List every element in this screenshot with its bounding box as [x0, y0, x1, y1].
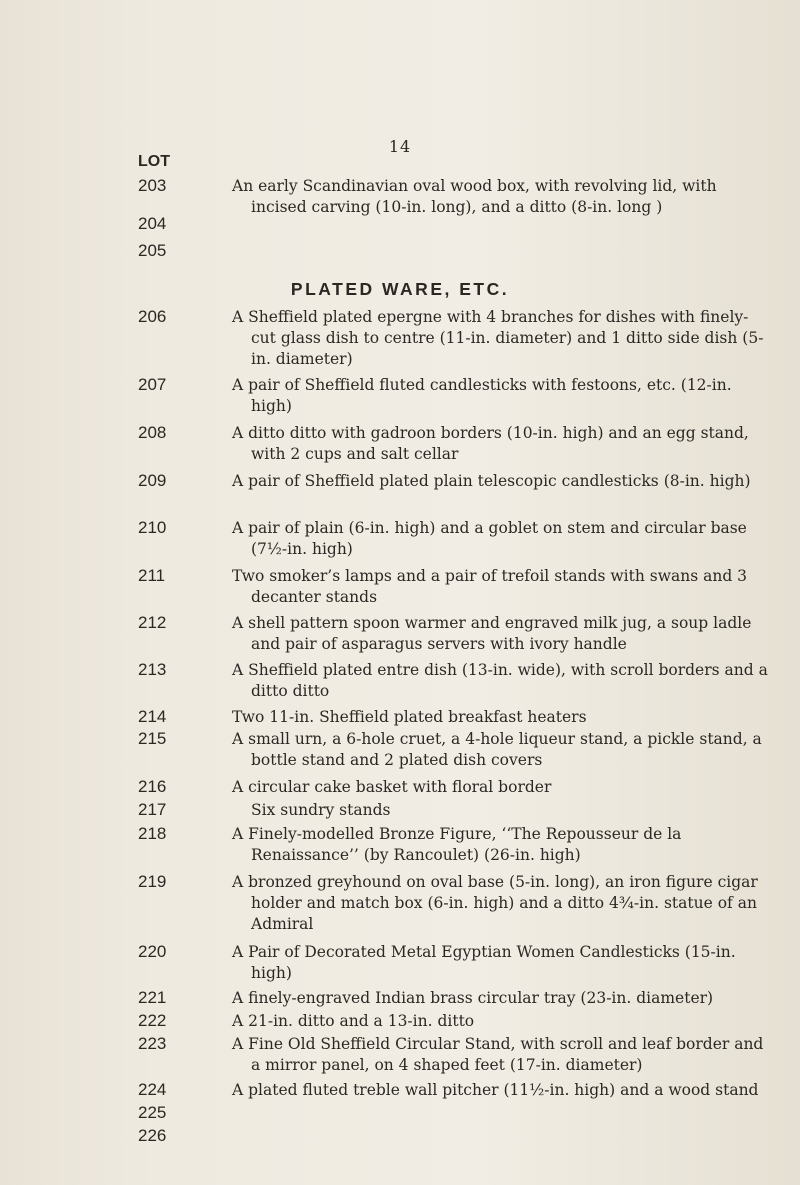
lot-description: A finely-engraved Indian brass circular tray (23-in. diameter) [232, 989, 714, 1007]
lot-description: A pair of plain (6-in. high) and a goblet on stem and circular base (7½-in. high) [232, 519, 747, 558]
lot-number: 209 [138, 471, 167, 490]
lot-description: A shell pattern spoon warmer and engraved milk jug, a soup ladle and pair of asparagus servers with ivory handle [232, 614, 752, 653]
lot-column-header: LOT [138, 153, 170, 170]
lot-number: 211 [138, 566, 166, 585]
lot-description: A Sheffield plated entre dish (13-in. wide), with scroll borders and a ditto ditto [232, 661, 768, 700]
lot-number: 207 [138, 375, 167, 394]
lot-number: 208 [138, 423, 167, 442]
lot-description: A pair of Sheffield plated plain telescopic candlesticks (8-in. high) [232, 472, 751, 490]
lot-number: 214 [138, 707, 167, 726]
lot-number: 213 [138, 660, 167, 679]
lot-number: 226 [138, 1126, 167, 1145]
lot-description: A Pair of Decorated Metal Egyptian Women Candlesticks (15-in. high) [232, 943, 736, 982]
lot-number: 223 [138, 1034, 167, 1053]
lot-number: 217 [138, 800, 167, 819]
lot-description: A Sheffield plated epergne with 4 branches for dishes with finely-cut glass dish to centre (11-in. diameter) and 1 ditto side dish (5-in. diameter) [232, 308, 764, 368]
lot-description: A plated fluted treble wall pitcher (11½-in. high) and a wood stand [232, 1081, 759, 1099]
lot-description: A 21-in. ditto and a 13-in. ditto [232, 1012, 475, 1030]
lot-number: 216 [138, 777, 167, 796]
lot-description: A Finely-modelled Bronze Figure, ‘‘The Repousseur de la Renaissance’’ (by Rancoulet) (26-in. high) [232, 825, 682, 864]
lot-number: 206 [138, 307, 167, 326]
lot-description: Two 11-in. Sheffield plated breakfast heaters [232, 708, 587, 726]
section-heading: PLATED WARE, ETC. [290, 279, 510, 299]
lot-description: Six sundry stands [251, 801, 391, 819]
lot-description: A Fine Old Sheffield Circular Stand, with scroll and leaf border and a mirror panel, on 4 shaped feet (17-in. diameter) [232, 1035, 764, 1074]
lot-description: A pair of Sheffield fluted candlesticks with festoons, etc. (12-in. high) [232, 376, 732, 415]
lot-description: An early Scandinavian oval wood box, with revolving lid, with incised carving (10-in. long), and a ditto (8-in. long ) [232, 177, 717, 216]
lot-number: 220 [138, 942, 167, 961]
lot-number: 225 [138, 1103, 167, 1122]
lot-number: 205 [138, 241, 167, 260]
lot-description: A circular cake basket with floral border [232, 778, 552, 796]
lot-description: A bronzed greyhound on oval base (5-in. long), an iron figure cigar holder and match box (6-in. high) and a ditto 4¾-in. statue of an Admiral [232, 873, 758, 933]
lot-number: 203 [138, 176, 167, 195]
lot-number: 204 [138, 214, 167, 233]
lot-number: 210 [138, 518, 167, 537]
lot-number: 215 [138, 729, 167, 748]
page-number: 14 [388, 137, 412, 156]
lot-description: Two smoker’s lamps and a pair of trefoil stands with swans and 3 decanter stands [232, 567, 748, 606]
lot-number: 224 [138, 1080, 167, 1099]
lot-number: 222 [138, 1011, 167, 1030]
lot-description: A small urn, a 6-hole cruet, a 4-hole liqueur stand, a pickle stand, a bottle stand and 2 plated dish covers [232, 730, 762, 769]
lot-description: A ditto ditto with gadroon borders (10-in. high) and an egg stand, with 2 cups and salt cellar [232, 424, 749, 463]
lot-number: 218 [138, 824, 167, 843]
lot-number: 219 [138, 872, 167, 891]
lot-number: 221 [138, 988, 167, 1007]
lot-number: 212 [138, 613, 167, 632]
